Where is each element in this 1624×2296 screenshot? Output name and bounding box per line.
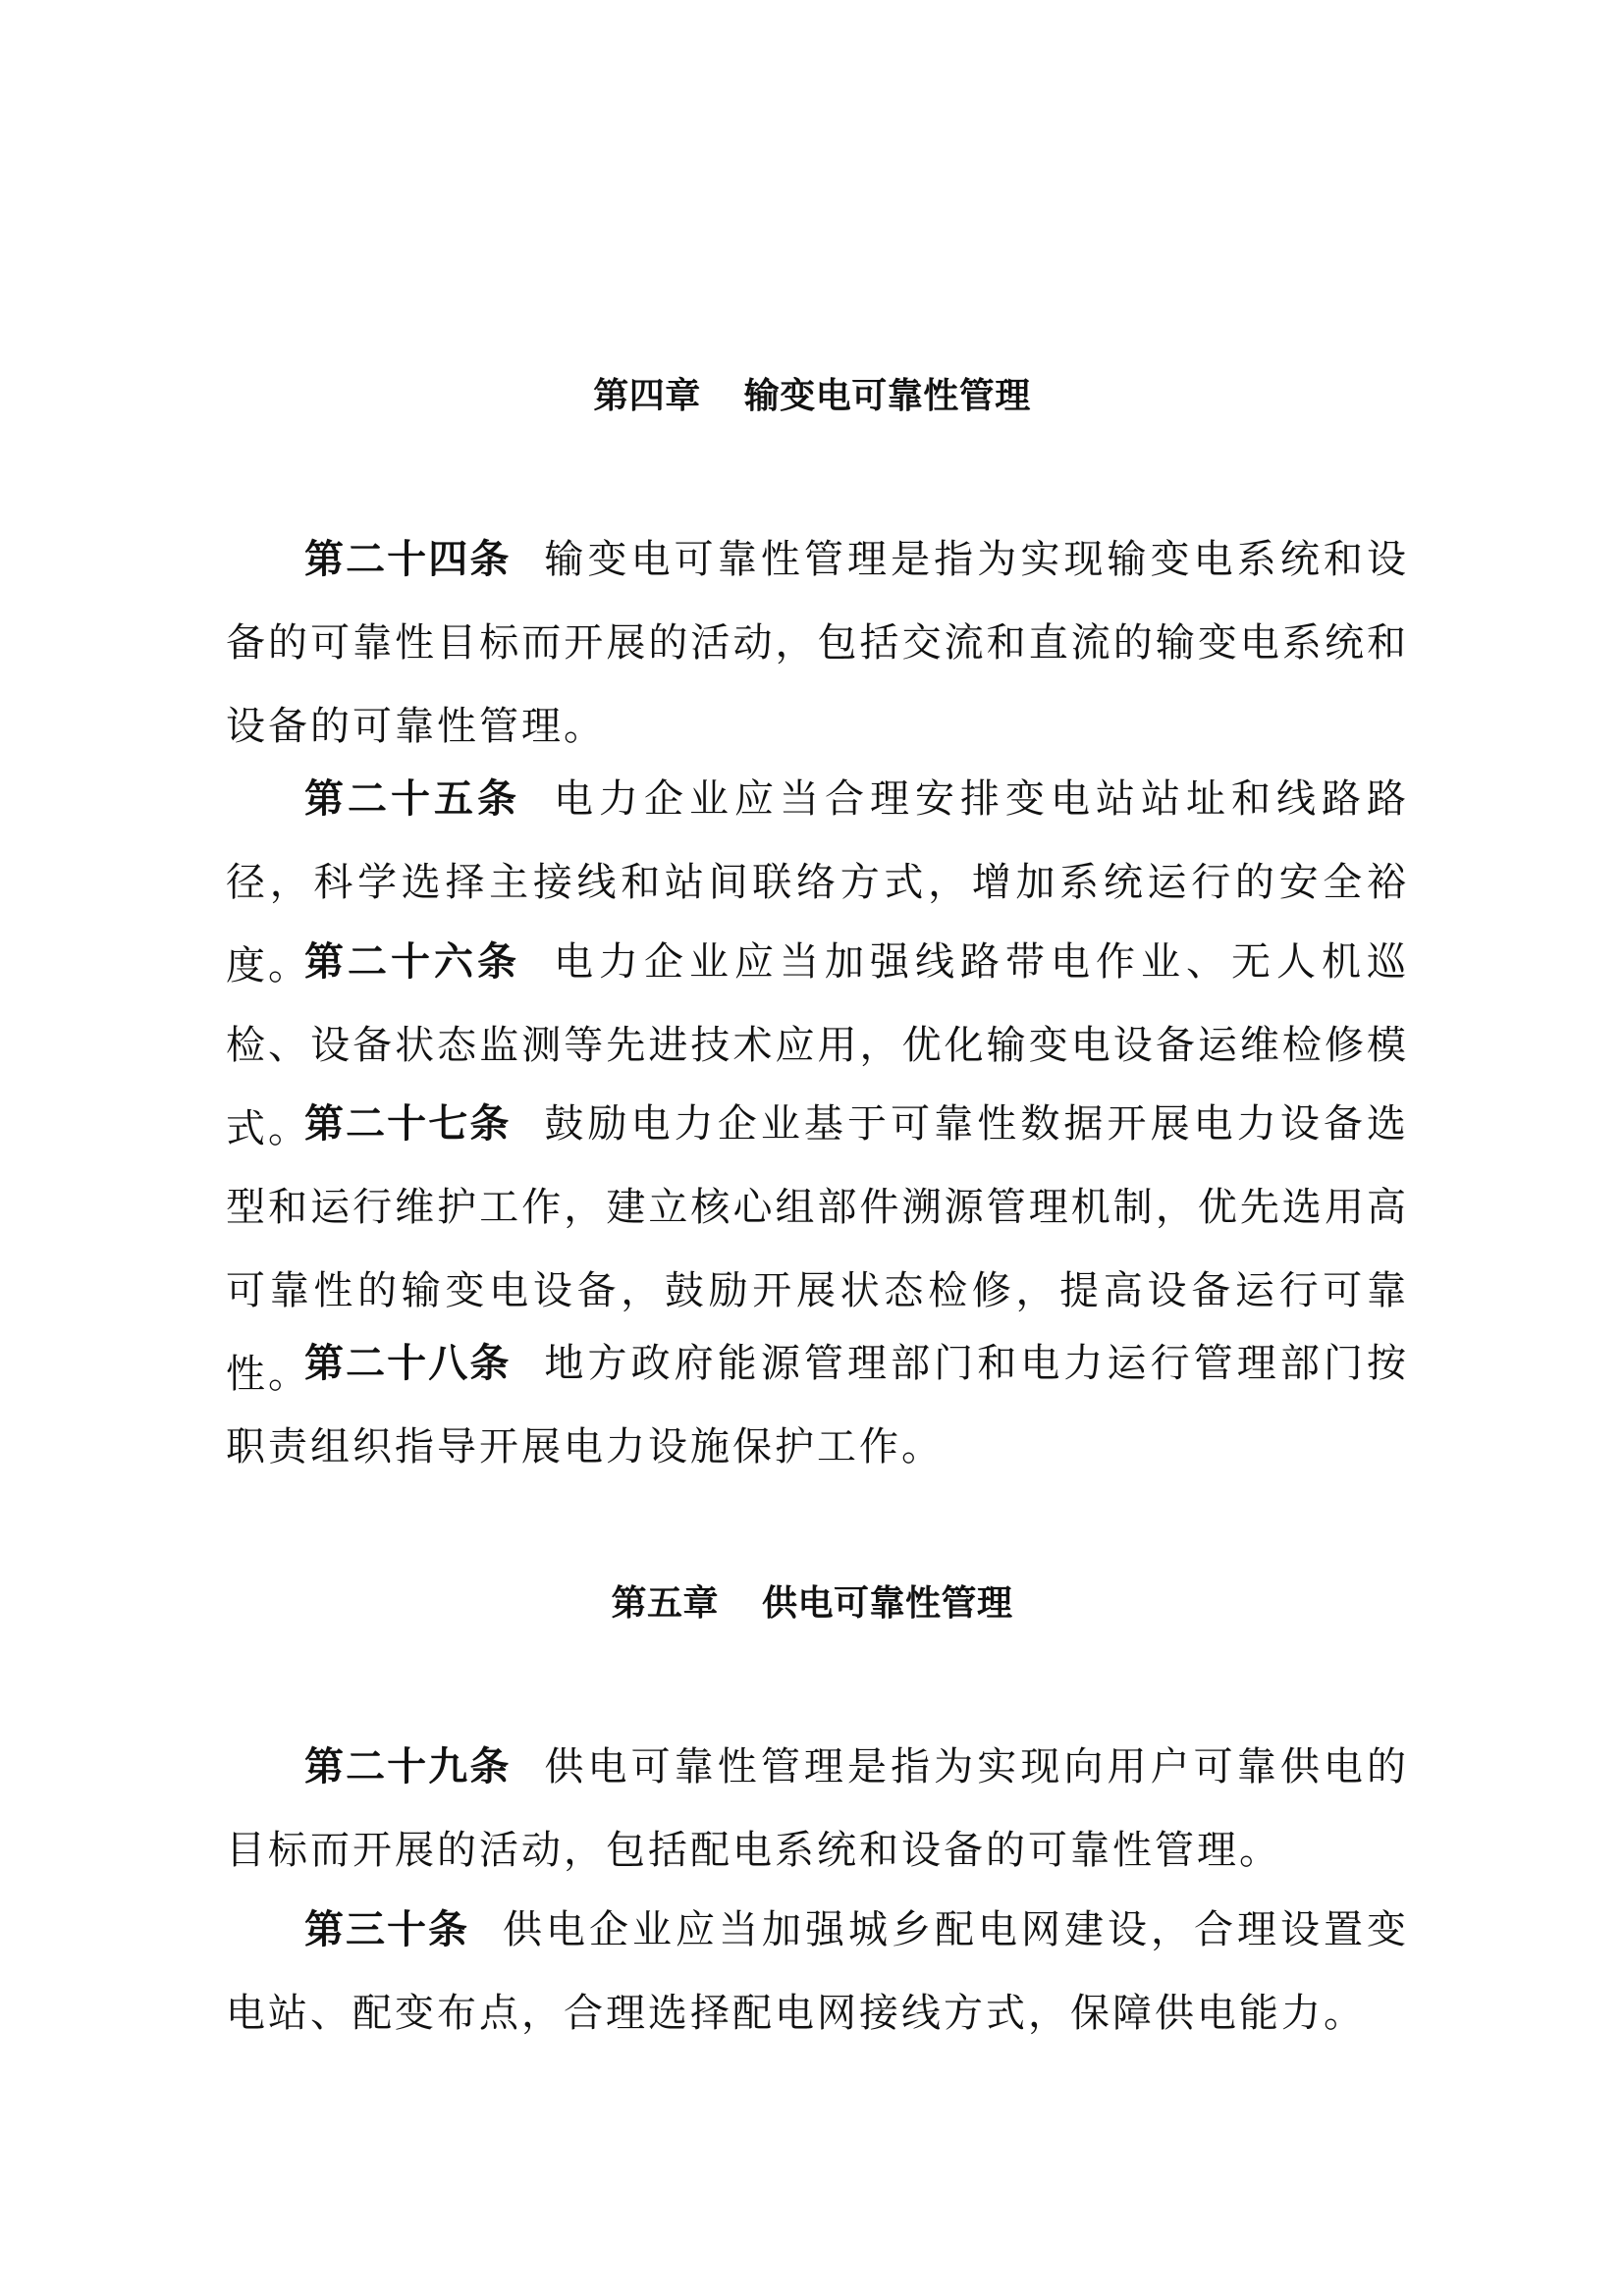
article-paragraph bbox=[226, 1322, 1409, 1489]
article-paragraph bbox=[226, 518, 1409, 769]
chapter-heading bbox=[0, 373, 1624, 420]
article-text: 电力企业应当加强线路带电作业、无人机巡检、设备状态监测等先进技术应用，优化输变电设备运维检修模式。 bbox=[226, 939, 1409, 1151]
article-text: 地方政府能源管理部门和电力运行管理部门按职责组织指导开展电力设施保护工作。 bbox=[226, 1341, 1410, 1469]
chapter-number: 第四章 bbox=[593, 376, 701, 416]
article-text: 电力企业应当合理安排变电站站址和线路路径，科学选择主接线和站间联络方式，增加系统运行的安全裕度。 bbox=[226, 776, 1409, 988]
article-number: 第二十八条 bbox=[304, 1341, 512, 1386]
article-text: 供电可靠性管理是指为实现向用户可靠供电的目标而开展的活动，包括配电系统和设备的可靠性管理。 bbox=[226, 1744, 1410, 1873]
article-number: 第二十五条 bbox=[304, 776, 520, 822]
article-text: 鼓励电力企业基于可靠性数据开展电力设备选型和运行维护工作，建立核心组部件溯源管理机制，优先选用高可靠性的输变电设备，鼓励开展状态检修，提高设备运行可靠性。 bbox=[226, 1101, 1410, 1397]
article-number: 第二十七条 bbox=[304, 1101, 512, 1147]
chapter-heading bbox=[0, 1580, 1624, 1628]
article-number: 第二十六条 bbox=[304, 939, 520, 985]
chapter-title: 输变电可靠性管理 bbox=[743, 376, 1031, 416]
article-number: 第二十四条 bbox=[304, 537, 512, 582]
chapter-number: 第五章 bbox=[611, 1583, 719, 1624]
article-number: 第三十条 bbox=[304, 1907, 469, 1952]
article-paragraph bbox=[226, 1889, 1409, 2056]
chapter-title: 供电可靠性管理 bbox=[762, 1583, 1013, 1624]
article-paragraph bbox=[226, 1726, 1409, 1893]
article-text: 供电企业应当加强城乡配电网建设，合理设置变电站、配变布点，合理选择配电网接线方式，保障供电能力。 bbox=[226, 1907, 1409, 2036]
article-number: 第二十九条 bbox=[304, 1744, 512, 1789]
article-text: 输变电可靠性管理是指为实现输变电系统和设备的可靠性目标而开展的活动，包括交流和直流的输变电系统和设备的可靠性管理。 bbox=[226, 537, 1410, 749]
